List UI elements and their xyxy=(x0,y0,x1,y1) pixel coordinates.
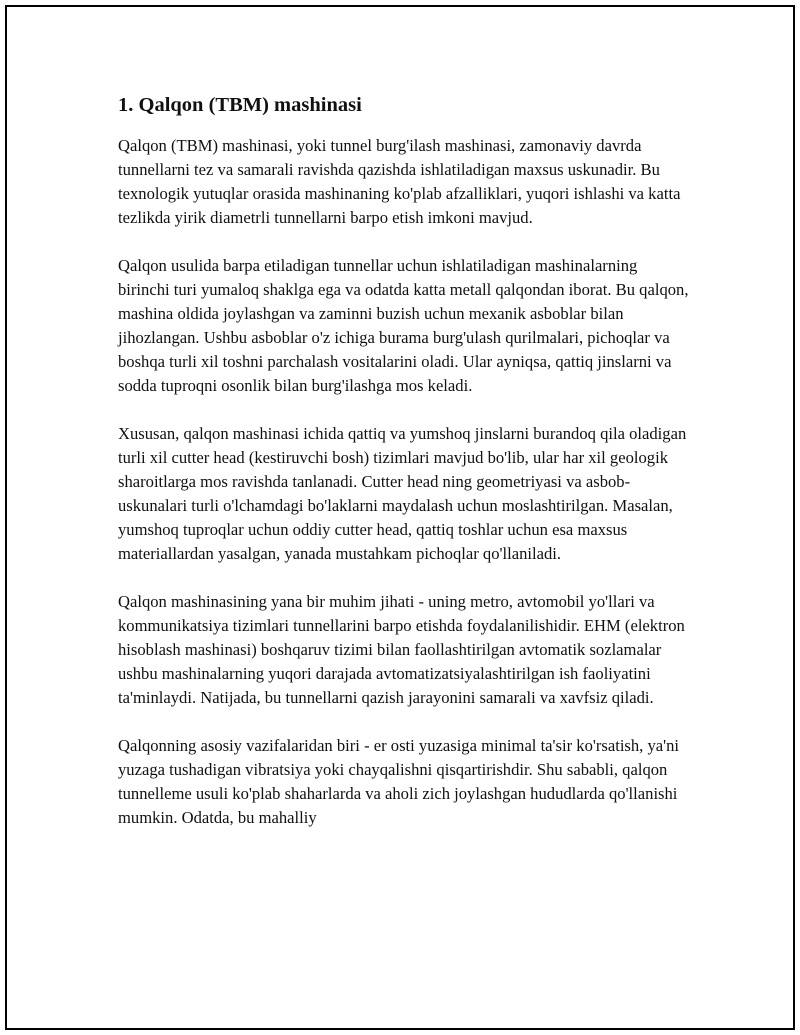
paragraph-3: Xususan, qalqon mashinasi ichida qattiq va yumshoq jinslarni burandoq qila oladigan turli xil cutter head (kestiruvchi bosh) tizimlari mavjud bo'lib, ular har xil geologik sharoitlarga mos ravishda tanlanadi. Cutter head ning geometriyasi va asbob-uskunalari turli o'lchamdagi bo'laklarni maydalash uchun moslashtirilgan. Masalan, yumshoq tuproqlar uchun oddiy cutter head, qattiq toshlar uchun esa maxsus materiallardan yasalgan, yanada mustahkam pichoqlar qo'llaniladi. xyxy=(118,424,687,563)
document-body xyxy=(118,92,690,854)
paragraph-2: Qalqon usulida barpa etiladigan tunnellar uchun ishlatiladigan mashinalarning birinchi turi yumaloq shaklga ega va odatda katta metall qalqondan iborat. Bu qalqon, mashina oldida joylashgan va zaminni buzish uchun mexanik asboblar bilan jihozlangan. Ushbu asboblar o'z ichiga burama burg'ulash qurilmalari, pichoqlar va boshqa turli xil toshni parchalash vositalarini oladi. Ular ayniqsa, qattiq jinslarni va sodda tuproqni osonlik bilan burg'ilashga mos keladi. xyxy=(118,256,689,395)
section-heading: 1. Qalqon (TBM) mashinasi xyxy=(118,94,362,116)
paragraph-4: Qalqon mashinasining yana bir muhim jihati - uning metro, avtomobil yo'llari va kommunikatsiya tizimlari tunnellarini barpo etishda foydalanilishidir. EHM (elektron hisoblash mashinasi) boshqaruv tizimi bilan faollashtirilgan avtomatik sozlamalar ushbu mashinalarning yuqori darajada avtomatizatsiyalashtirilgan ish faoliyatini ta'minlaydi. Natijada, bu tunnellarni qazish jarayonini samarali va xavfsiz qiladi. xyxy=(118,592,685,707)
paragraph-1: Qalqon (TBM) mashinasi, yoki tunnel burg'ilash mashinasi, zamonaviy davrda tunnellarni tez va samarali ravishda qazishda ishlatiladigan maxsus uskunadir. Bu texnologik yutuqlar orasida mashinaning ko'plab afzalliklari, yuqori ishlashi va katta tezlikda yirik diametrli tunnellarni barpo etish imkoni mavjud. xyxy=(118,136,681,227)
paragraph-5: Qalqonning asosiy vazifalaridan biri - er osti yuzasiga minimal ta'sir ko'rsatish, ya'ni yuzaga tushadigan vibratsiya yoki chayqalishni qisqartirishdir. Shu sababli, qalqon tunnelleme usuli ko'plab shaharlarda va aholi zich joylashgan hududlarda qo'llanishi mumkin. Odatda, bu mahalliy xyxy=(118,736,680,827)
